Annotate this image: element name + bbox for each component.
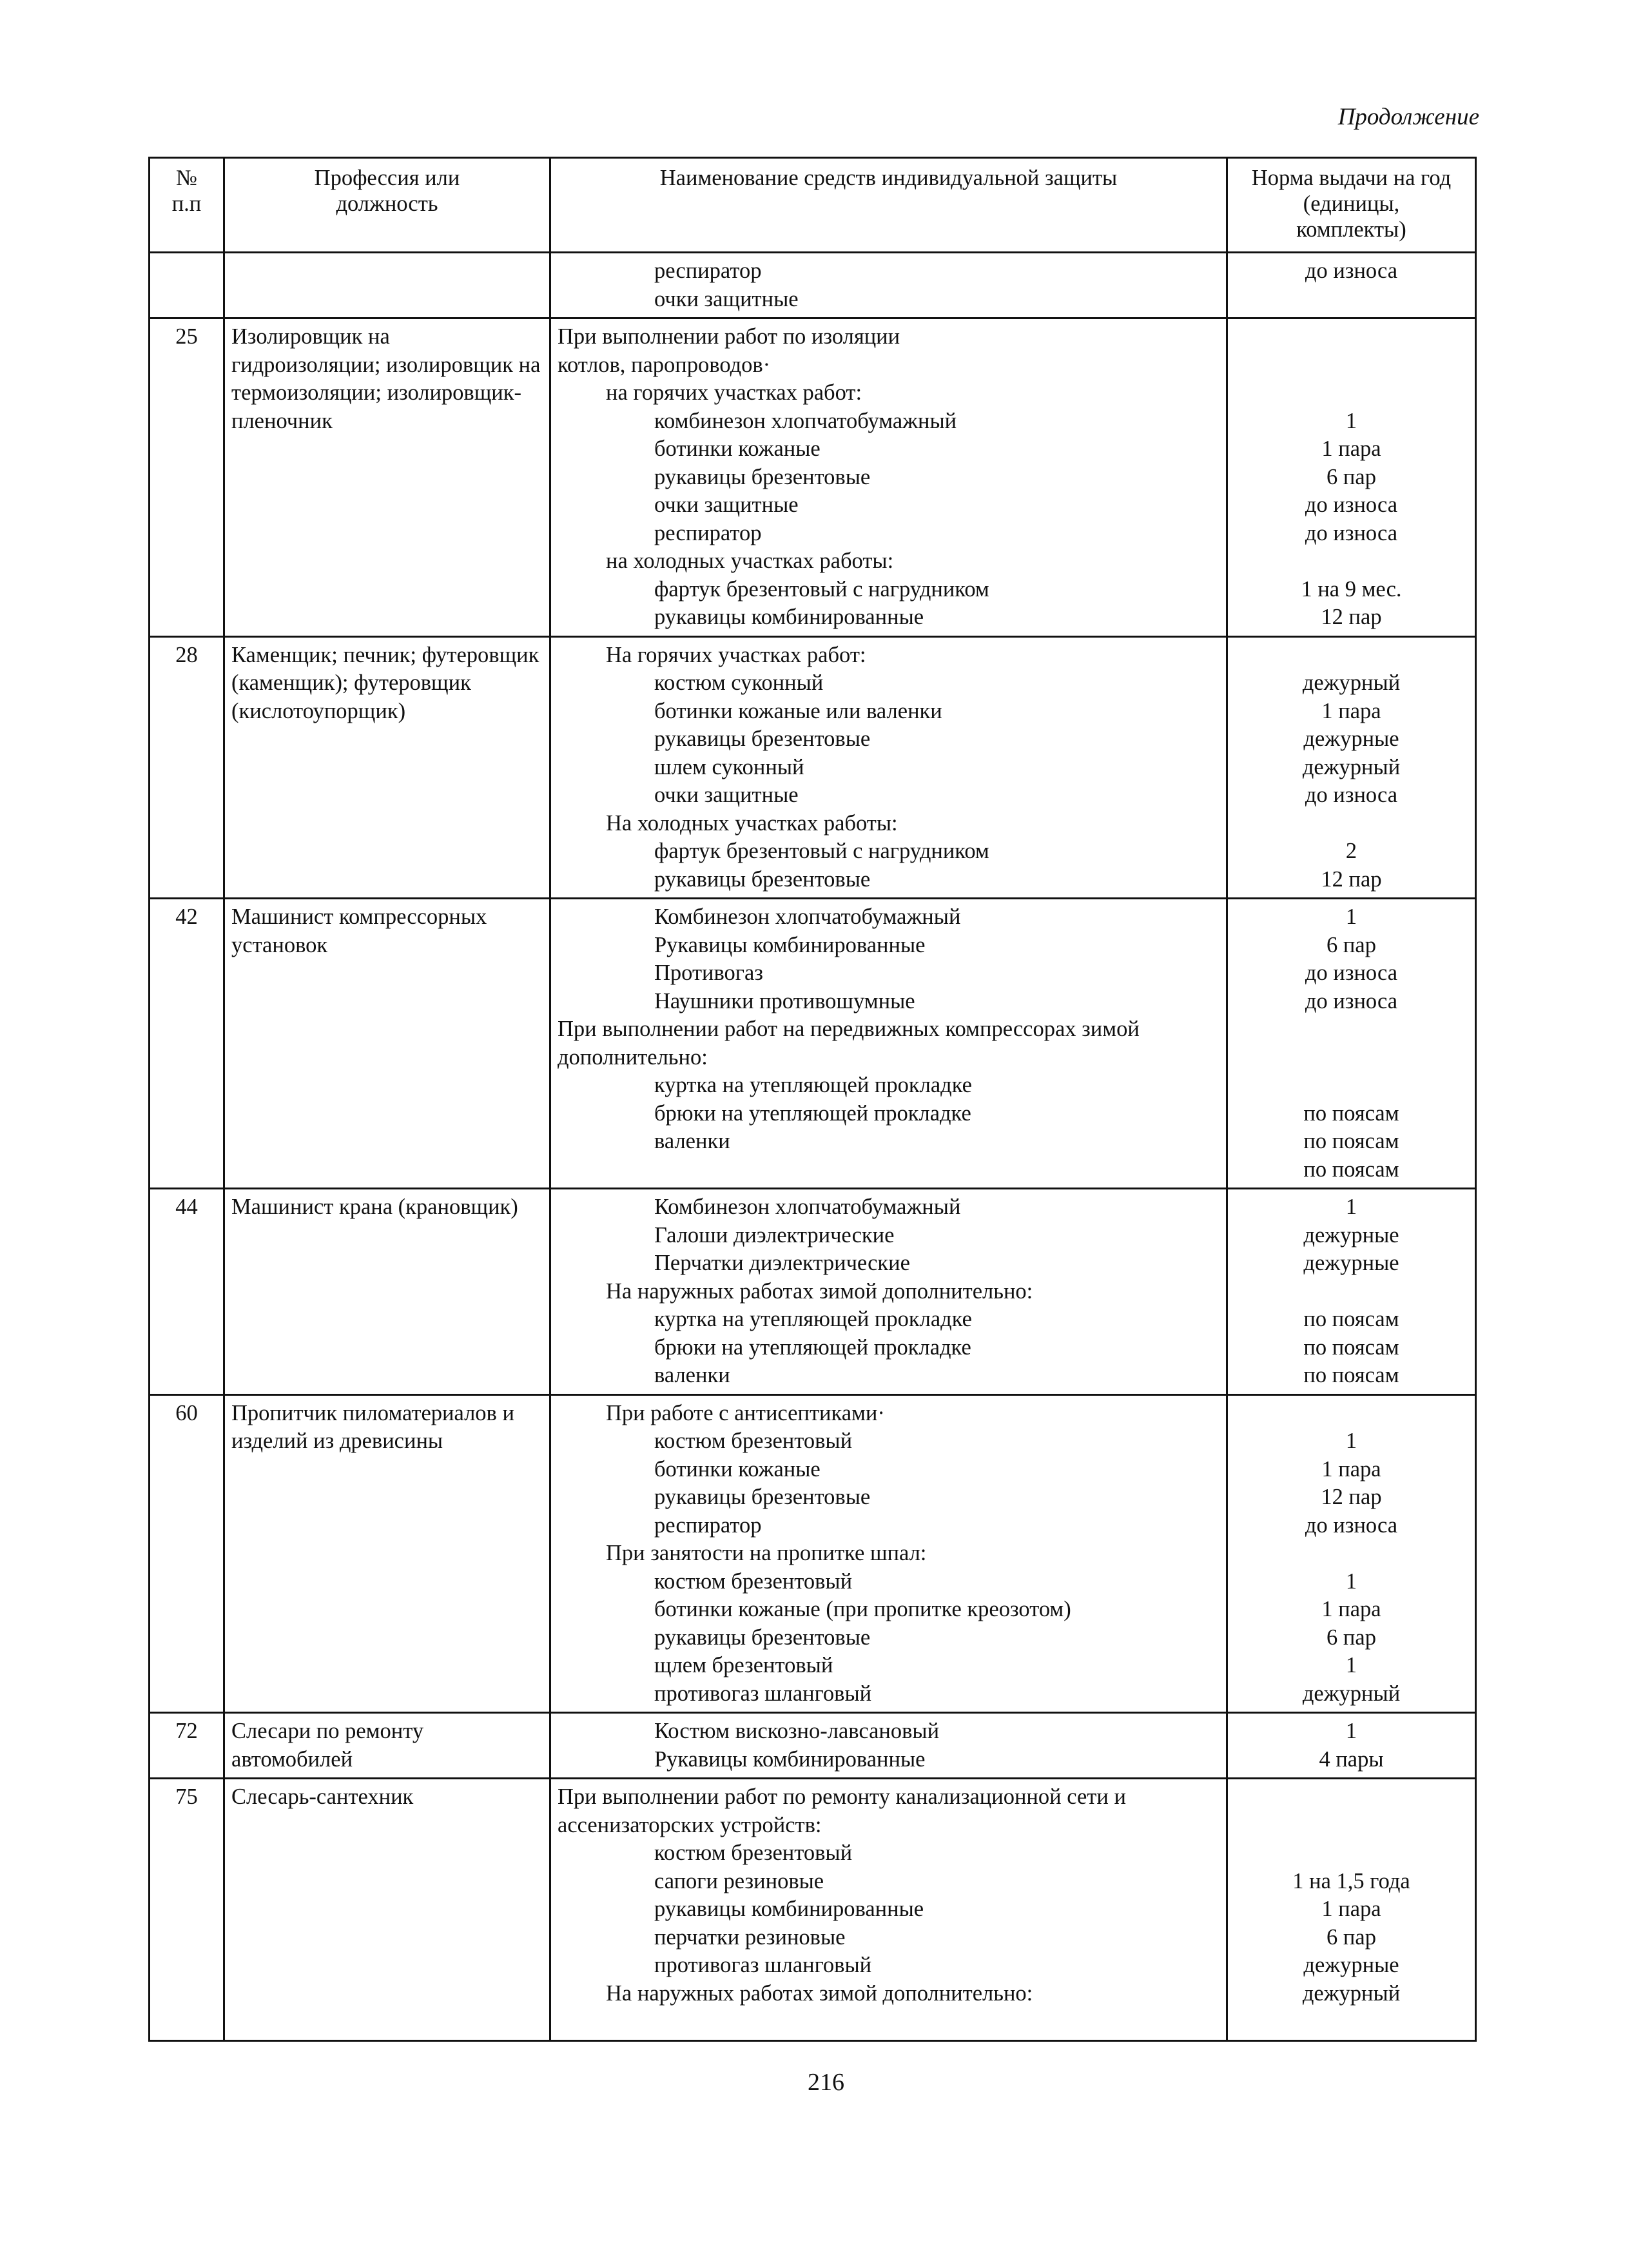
equipment-item: рукавицы комбинированные [654,605,924,629]
equipment-item: ботинки кожаные (при пропитке креозотом) [654,1597,1071,1621]
equipment-item: котлов, паропроводов· [558,352,771,377]
equipment-item: комбинезон хлопчатобумажный [654,408,957,433]
issue-norm-value: 1 [1345,1719,1357,1743]
issue-norm-value: дежурный [1302,670,1401,695]
issue-norm-value: 1 [1345,408,1357,433]
equipment-item: При работе с антисептиками· [606,1400,885,1425]
issue-norm-value: по поясам [1303,1334,1399,1360]
row-number: 60 [150,1394,224,1713]
equipment-item: рукавицы комбинированные [654,1897,924,1921]
protective-equipment-cell [550,253,1227,318]
issue-norm-value [1234,810,1468,838]
issue-norm-value: дежурный [1302,754,1401,779]
issue-norm-cell [1227,1394,1476,1713]
equipment-item: ботинки кожаные [654,436,821,461]
issue-norm-value: 1 пара [1321,436,1381,461]
issue-norm-value: дежурный [1302,1980,1401,2006]
issue-norm-value: 1 пара [1321,1897,1381,1921]
equipment-item: Рукавицы комбинированные [654,932,926,957]
issue-norm-value: до износа [1305,988,1398,1013]
row-number: 28 [150,636,224,899]
issue-norm-value: 1 [1345,1569,1357,1594]
issue-norm-value: 1 [1345,1195,1357,1219]
issue-norm-value [1234,1839,1468,1868]
table-row [150,1779,1476,2041]
equipment-item: При занятости на пропитке шпал: [606,1541,927,1565]
equipment-item: респиратор [654,520,762,545]
ppe-norms-table [148,157,1477,2042]
equipment-item: Комбинезон хлопчатобумажный [654,904,961,929]
equipment-item: Противогаз [654,961,763,985]
equipment-item: При выполнении работ на передвижных компрессорах зимой дополнительно: [558,1017,1140,1070]
table-row [150,636,1476,899]
table-row [150,1394,1476,1713]
equipment-item: рукавицы брезентовые [654,1625,871,1650]
equipment-item: респиратор [654,1512,762,1538]
equipment-item: на холодных участках работы: [606,549,894,573]
row-number [150,253,224,318]
continuation-label: Продолжение [1337,104,1479,130]
equipment-item: костюм брезентовый [654,1569,853,1594]
equipment-item: перчатки резиновые [654,1924,846,1950]
issue-norm-value: 2 [1345,839,1357,863]
issue-norm-value: 1 пара [1321,1456,1381,1481]
equipment-item: Перчатки диэлектрические [654,1251,910,1275]
equipment-item: Комбинезон хлопчатобумажный [654,1195,961,1219]
protective-equipment-cell [550,318,1227,637]
row-number: 25 [150,318,224,637]
issue-norm-value: по поясам [1303,1363,1399,1387]
issue-norm-value: 1 [1345,904,1357,929]
issue-norm-value [1234,1783,1468,1839]
table-row [150,253,1476,318]
issue-norm-value: 1 [1345,1429,1357,1453]
table-row [150,1189,1476,1395]
issue-norm-value: дежурный [1302,1681,1401,1706]
profession-cell: Слесари по ремонту автомобилей [224,1713,550,1779]
row-number: 72 [150,1713,224,1779]
issue-norm-value [1234,1278,1468,1306]
equipment-item: Галоши диэлектрические [654,1222,895,1247]
issue-norm-value [1234,351,1468,380]
issue-norm-value: по поясам [1303,1100,1399,1126]
equipment-item: ботинки кожаные [654,1456,821,1481]
equipment-item: валенки [654,1129,730,1153]
issue-norm-value: дежурные [1303,1953,1399,1977]
protective-equipment-cell [550,1394,1227,1713]
profession-cell: Слесарь-сантехник [224,1779,550,2041]
profession-cell: Каменщик; печник; футеровщик (каменщик); футеровщик (кислотоупорщик) [224,636,550,899]
issue-norm-value [1234,1540,1468,1568]
equipment-item: сапоги резиновые [654,1868,824,1893]
equipment-item: очки защитные [654,783,799,807]
issue-norm-cell [1227,1779,1476,2041]
issue-norm-value: 12 пар [1321,1485,1382,1509]
equipment-item: При выполнении работ по изоляции [558,324,900,349]
equipment-item: На холодных участках работы: [606,810,898,836]
issue-norm-value: до износа [1305,961,1398,985]
profession-cell: Машинист крана (крановщик) [224,1189,550,1395]
equipment-item: Рукавицы комбинированные [654,1746,926,1772]
equipment-item: рукавицы брезентовые [654,866,871,892]
equipment-item: фартук брезентовый с нагрудником [654,839,989,863]
equipment-item: Наушники противошумные [654,988,915,1013]
issue-norm-value: до износа [1305,493,1398,517]
row-number: 75 [150,1779,224,2041]
equipment-item: куртка на утепляющей прокладке [654,1073,972,1097]
profession-cell [224,253,550,318]
issue-norm-value: 1 на 1,5 года [1292,1868,1410,1893]
profession-cell: Изолировщик на гидроизоляции; изолировщик на термоизоляции; изолировщик-пленочник [224,318,550,637]
equipment-item: шлем суконный [654,754,804,779]
table-row [150,318,1476,637]
header-norm: Норма выдачи на год (единицы, комплекты) [1227,158,1476,253]
equipment-item: ботинки кожаные или валенки [654,698,942,723]
table-row [150,1713,1476,1779]
issue-norm-value [1234,1071,1468,1100]
issue-norm-value: по поясам [1303,1307,1399,1331]
issue-norm-value: до износа [1305,520,1398,545]
issue-norm-cell [1227,318,1476,637]
equipment-item: костюм суконный [654,670,824,695]
equipment-item: брюки на утепляющей прокладке [654,1334,971,1360]
issue-norm-cell [1227,1189,1476,1395]
protective-equipment-cell [550,636,1227,899]
equipment-item: противогаз шланговый [654,1953,872,1977]
issue-norm-value: 1 [1345,1653,1357,1677]
issue-norm-value: 12 пар [1321,605,1382,629]
page-number: 216 [808,2069,844,2096]
issue-norm-value: дежурные [1303,1251,1399,1275]
issue-norm-value: дежурные [1303,727,1399,751]
issue-norm-value: дежурные [1303,1222,1399,1247]
equipment-item: валенки [654,1363,730,1387]
protective-equipment-cell [550,1189,1227,1395]
protective-equipment-cell [550,899,1227,1189]
equipment-item: куртка на утепляющей прокладке [654,1307,972,1331]
issue-norm-cell [1227,253,1476,318]
issue-norm-value [1234,286,1468,314]
issue-norm-value [1234,1400,1468,1428]
equipment-item: на горячих участках работ: [606,380,862,405]
equipment-item: рукавицы брезентовые [654,727,871,751]
equipment-item: костюм брезентовый [654,1429,853,1453]
equipment-item: очки защитные [654,286,799,311]
issue-norm-cell [1227,899,1476,1189]
equipment-item: брюки на утепляющей прокладке [654,1100,971,1126]
header-items: Наименование средств индивидуальной защиты [550,158,1227,253]
issue-norm-value: до износа [1305,783,1398,807]
row-number: 44 [150,1189,224,1395]
equipment-item: щлем брезентовый [654,1653,833,1677]
equipment-item: рукавицы брезентовые [654,464,871,489]
issue-norm-value: 1 пара [1321,1597,1381,1621]
equipment-item: костюм брезентовый [654,1841,853,1865]
issue-norm-value: 1 пара [1321,698,1381,723]
issue-norm-value: до износа [1305,1512,1398,1538]
equipment-item: фартук брезентовый с нагрудником [654,576,989,601]
issue-norm-value: 1 на 9 мес. [1301,576,1402,601]
equipment-item: Костюм вискозно-лавсановый [654,1719,940,1743]
table-row [150,899,1476,1189]
issue-norm-value: 6 пар [1326,464,1376,489]
row-number: 42 [150,899,224,1189]
issue-norm-value [1234,2008,1468,2036]
protective-equipment-cell [550,1779,1227,2041]
protective-equipment-cell [550,1713,1227,1779]
table-header-row [150,158,1476,253]
profession-cell: Пропитчик пиломатериалов и изделий из древисины [224,1394,550,1713]
issue-norm-value: по поясам [1303,1129,1399,1153]
equipment-item: респиратор [654,259,762,283]
equipment-item: рукавицы брезентовые [654,1485,871,1509]
issue-norm-value [1234,379,1468,407]
issue-norm-cell [1227,636,1476,899]
issue-norm-value: 6 пар [1326,1625,1376,1650]
issue-norm-value [1234,323,1468,351]
equipment-item: очки защитные [654,493,799,517]
issue-norm-cell [1227,1713,1476,1779]
issue-norm-value [1234,547,1468,576]
issue-norm-value: 12 пар [1321,866,1382,892]
issue-norm-value: до износа [1305,259,1398,283]
equipment-item: На наружных работах зимой дополнительно: [606,1980,1033,2006]
equipment-item: На горячих участках работ: [606,642,866,667]
issue-norm-value [1234,1015,1468,1071]
header-profession: Профессия или должность [224,158,550,253]
table-body [150,253,1476,2041]
equipment-item: При выполнении работ по ремонту канализационной сети и ассенизаторских устройств: [558,1784,1126,1837]
header-number: № п.п [150,158,224,253]
equipment-item: противогаз шланговый [654,1681,872,1706]
issue-norm-value: 6 пар [1326,1924,1376,1950]
issue-norm-value [1234,641,1468,670]
issue-norm-value: 4 пары [1319,1746,1384,1772]
issue-norm-value: по поясам [1303,1157,1399,1182]
equipment-item: На наружных работах зимой дополнительно: [606,1278,1033,1304]
profession-cell: Машинист компрессорных установок [224,899,550,1189]
issue-norm-value: 6 пар [1326,932,1376,957]
